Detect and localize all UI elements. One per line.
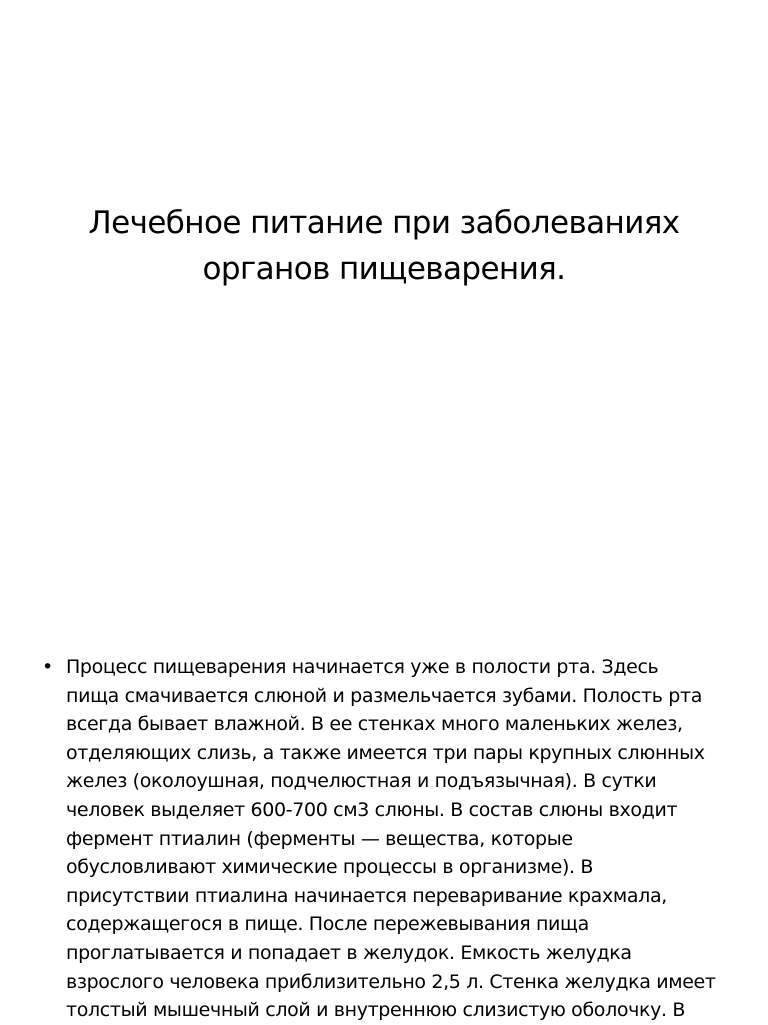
title-line: Лечебное питание при заболеваниях [88, 205, 680, 241]
bullet-line: толстый мышечный слой и внутреннюю слизистую оболочку. В [66, 999, 686, 1022]
bullet-line: всегда бывает влажной. В ее стенках много маленьких желез, [66, 713, 683, 736]
bullet-item [0, 653, 726, 1025]
bullet-line: фермент птиалин (ферменты — вещества, которые [66, 827, 573, 850]
slide-title [60, 200, 708, 292]
bullet-line: Процесс пищеварения начинается уже в полости рта. Здесь [66, 656, 659, 678]
bullet-list [0, 653, 768, 1025]
bullet-line: присутствии птиалина начинается переваривание крахмала, [66, 884, 667, 907]
bullet-line: содержащегося в пище. После пережевывания пища [66, 913, 589, 936]
title-line: органов пищеварения. [202, 251, 566, 287]
bullet-dot-icon: • [42, 656, 53, 678]
bullet-line: взрослого человека приблизительно 2,5 л. Стенка желудка имеет [66, 970, 716, 993]
bullet-line: человек выделяет 600-700 см3 слюны. В состав слюны входит [66, 798, 678, 821]
bullet-line: проглатывается и попадает в желудок. Емкость желудка [66, 941, 632, 964]
bullet-line: пища смачивается слюной и размельчается зубами. Полость рта [66, 684, 703, 707]
bullet-line: желез (околоушная, подчелюстная и подъязычная). В сутки [66, 770, 657, 793]
bullet-line: обусловливают химические процессы в организме). В [66, 856, 594, 879]
bullet-line: отделяющих слизь, а также имеется три пары крупных слюнных [66, 741, 705, 764]
